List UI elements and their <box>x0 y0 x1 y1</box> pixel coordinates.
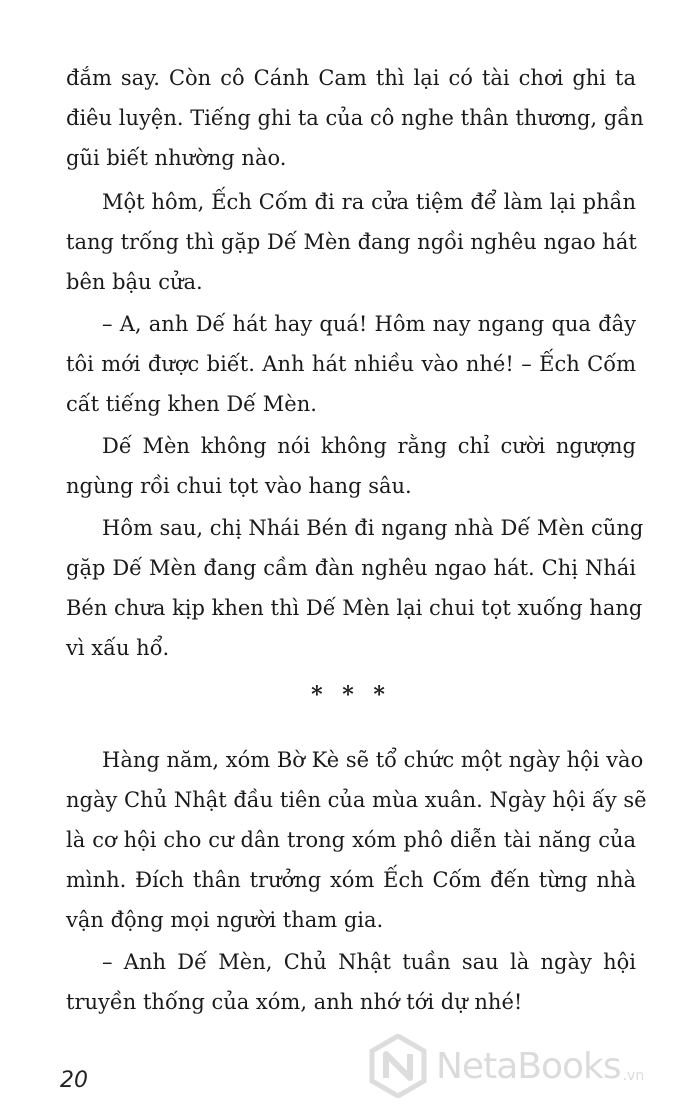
text-line: Dế Mèn không nói không rằng chỉ cười ngượng <box>102 434 636 458</box>
text-line: gũi biết nhường nào. <box>66 146 287 170</box>
text-line: gặp Dế Mèn đang cầm đàn nghêu ngao hát. Chị Nhái <box>66 556 636 580</box>
watermark-suffix: .vn <box>622 1068 645 1084</box>
text-line: Bén chưa kịp khen thì Dế Mèn lại chui tọt xuống hang <box>66 596 643 620</box>
text-line: – A, anh Dế hát hay quá! Hôm nay ngang qua đây <box>102 312 636 336</box>
text-line: mình. Đích thân trưởng xóm Ếch Cốm đến từng nhà <box>66 868 636 892</box>
text-line: ngày Chủ Nhật đầu tiên của mùa xuân. Ngày hội ấy sẽ <box>66 788 647 812</box>
text-line: là cơ hội cho cư dân trong xóm phô diễn tài năng của <box>66 828 636 852</box>
text-line: vận động mọi người tham gia. <box>66 908 384 932</box>
text-line: Hôm sau, chị Nhái Bén đi ngang nhà Dế Mèn cũng <box>102 516 644 540</box>
watermark <box>366 1026 696 1106</box>
text-line: điêu luyện. Tiếng ghi ta của cô nghe thân thương, gần <box>66 106 644 130</box>
text-line: vì xấu hổ. <box>66 636 170 660</box>
text-line: tang trống thì gặp Dế Mèn đang ngồi nghêu ngao hát <box>66 230 637 254</box>
text-line: Hàng năm, xóm Bờ Kè sẽ tổ chức một ngày hội vào <box>102 748 644 772</box>
text-line: – Anh Dế Mèn, Chủ Nhật tuần sau là ngày hội <box>102 950 636 974</box>
text-line: truyền thống của xóm, anh nhớ tới dự nhé! <box>66 990 523 1014</box>
text-line: tôi mới được biết. Anh hát nhiều vào nhé! – Ếch Cốm <box>66 352 636 376</box>
text-line: Một hôm, Ếch Cốm đi ra cửa tiệm để làm lại phần <box>102 190 636 214</box>
section-break: * * * <box>311 682 391 708</box>
page-number: 20 <box>60 1068 88 1093</box>
text-line: đắm say. Còn cô Cánh Cam thì lại có tài chơi ghi ta <box>66 66 636 90</box>
text-line: ngùng rồi chui tọt vào hang sâu. <box>66 474 412 498</box>
text-line: cất tiếng khen Dế Mèn. <box>66 392 317 416</box>
netabooks-logo-icon <box>366 1034 430 1098</box>
text-line: bên bậu cửa. <box>66 270 203 294</box>
watermark-brand: NetaBooks <box>436 1045 621 1087</box>
